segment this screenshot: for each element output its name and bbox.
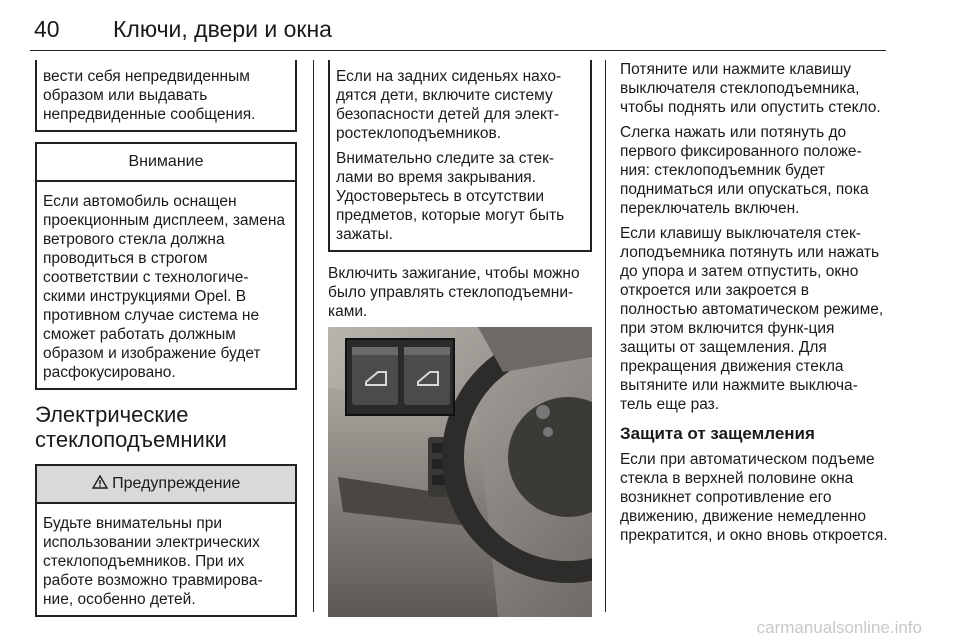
box-paragraph-2: Внимательно следите за стек-лами во время закрывания. Удостоверьтесь в отсутствии предметов, которые могут быть зажаты.	[336, 150, 565, 243]
child-safety-box	[328, 60, 592, 252]
window-switch-photo	[328, 327, 592, 617]
manual-mode-paragraph: Слегка нажать или потянуть до первого фиксированного положе-ния: стеклоподъемник будет подниматься или опускаться, пока переключатель включен.	[620, 124, 869, 217]
auto-mode-paragraph: Если клавишу выключателя стек-лоподъемника потянуть или нажать до упора и затем отпустить, окно откроется или закроется в полностью автоматическом режиме, при этом включится функ-ция защиты от защемления. Для прекращения движения стекла вытяните или нажмите выключа-тель еще раз.	[620, 225, 884, 413]
page-number: 40	[34, 16, 60, 42]
pinch-protection-heading: Защита от защемления	[620, 424, 815, 443]
notice-box	[35, 142, 297, 390]
column-left	[35, 60, 297, 617]
column-middle	[328, 60, 592, 617]
warning-triangle-icon	[92, 475, 112, 492]
watermark: carmanualsonline.info	[756, 618, 922, 637]
column-divider	[605, 60, 606, 612]
section-title: Электрические стеклоподъемники	[35, 402, 227, 452]
column-right	[620, 60, 888, 551]
continued-notice-box	[35, 60, 297, 132]
warning-body: Будьте внимательны при использовании электрических стеклоподъемников. При их работе возможно травмирова-ние, особенно детей.	[43, 515, 263, 608]
warning-header	[37, 466, 295, 504]
continued-text: вести себя непредвиденным образом или выдавать непредвиденные сообщения.	[43, 68, 256, 123]
page-header	[30, 12, 886, 51]
ignition-paragraph: Включить зажигание, чтобы можно было управлять стеклоподъемни-ками.	[328, 265, 580, 320]
chapter-title: Ключи, двери и окна	[113, 16, 332, 42]
column-divider	[313, 60, 314, 612]
notice-title: Внимание	[37, 144, 295, 182]
warning-title: Предупреждение	[112, 475, 241, 492]
pinch-protection-paragraph: Если при автоматическом подъеме стекла в верхней половине окна возникнет сопротивление его движению, движение немедленно прекратится, и окно вновь откроется.	[620, 451, 888, 544]
warning-box	[35, 464, 297, 617]
notice-body: Если автомобиль оснащен проекционным дисплеем, замена ветрового стекла должна проводиться в строгом соответствии с технологиче-скими инструкциями Opel. В противном случае система не сможет работать должным образом и изображение будет расфокусировано.	[43, 193, 285, 381]
switch-paragraph: Потяните или нажмите клавишу выключателя стеклоподъемника, чтобы поднять или опустить стекло.	[620, 61, 881, 116]
box-paragraph-1: Если на задних сиденьях нахо-дятся дети, включите систему безопасности детей для элект-ростеклоподъемников.	[336, 68, 562, 142]
